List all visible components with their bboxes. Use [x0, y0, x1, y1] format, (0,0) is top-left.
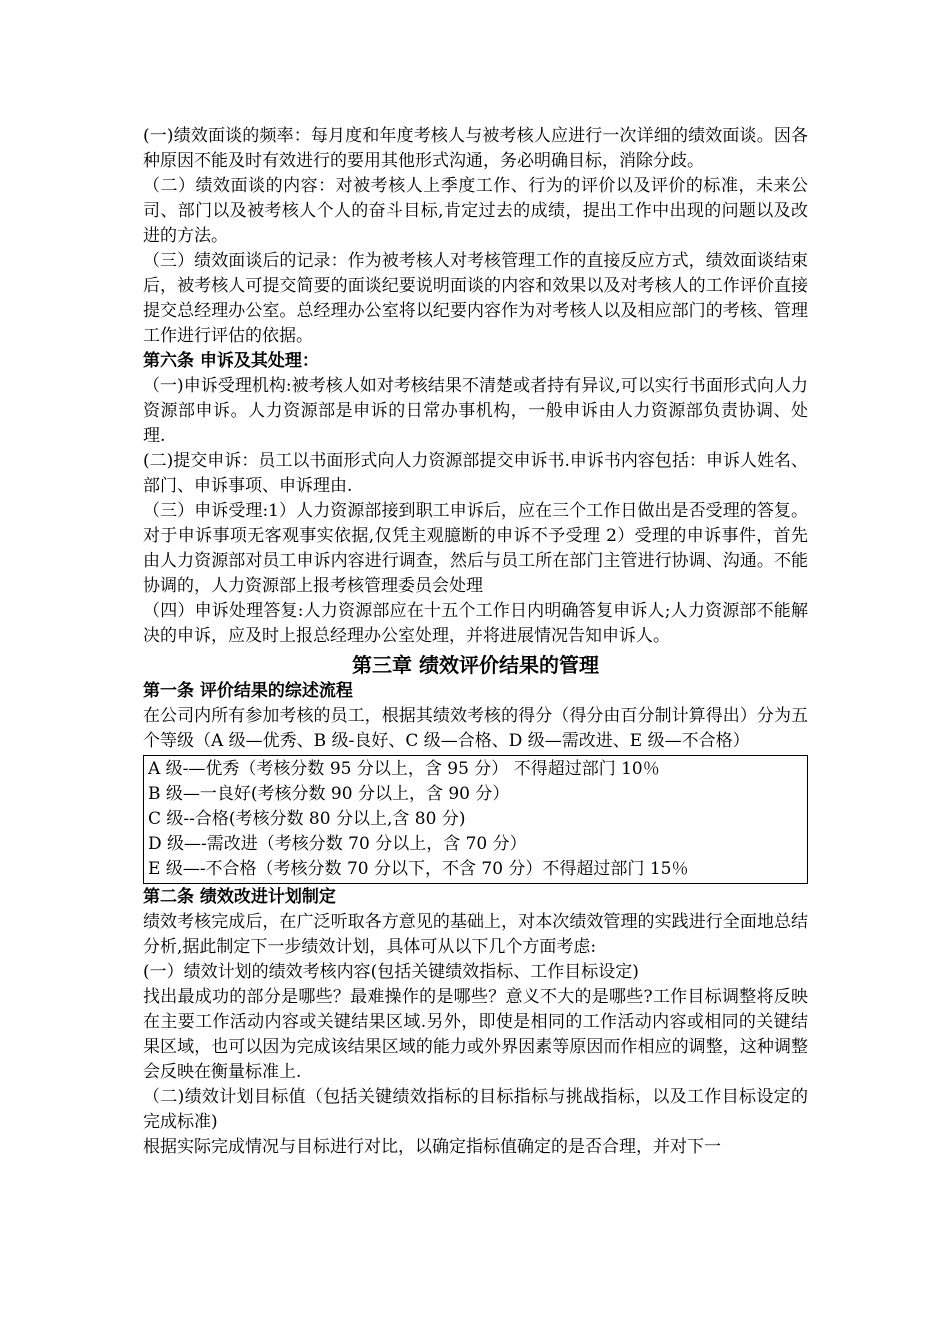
- chapter3-heading: 第三章 绩效评价结果的管理: [352, 653, 599, 677]
- paragraph-improvement-intro: 绩效考核完成后，在广泛听取各方意见的基础上，对本次绩效管理的实践进行全面地总结分析,据此制定下一步绩效计划，具体可从以下几个方面考虑:: [143, 912, 808, 957]
- grade-table-box: [143, 755, 808, 884]
- ch3-article1-heading: 第一条 评价结果的综述流程: [143, 681, 353, 701]
- grade-row-d: D 级—-需改进（考核分数 70 分以上，含 70 分）: [148, 834, 527, 854]
- grade-row-b: B 级—一良好(考核分数 90 分以上，含 90 分）: [148, 784, 510, 804]
- paragraph-appeal-agency: （一)申诉受理机构:被考核人如对考核结果不清楚或者持有异议,可以实行书面形式向人力资源部申诉。人力资源部是申诉的日常办事机构，一般申诉由人力资源部负责协调、处理.: [143, 376, 808, 446]
- paragraph-appeal-acceptance: （三）申诉受理:1）人力资源部接到职工申诉后，应在三个工作日做出是否受理的答复。对于申诉事项无客观事实依据,仅凭主观臆断的申诉不予受理 2）受理的申诉事件，首先由人力资源部对员工申诉内容进行调查，然后与员工所在部门主管进行协调、沟通。不能协调的，人力资源部上报考核管理委员会处理: [143, 501, 808, 596]
- document-body: [143, 124, 808, 1160]
- paragraph-appeal-submission: (二)提交申诉：员工以书面形式向人力资源部提交申诉书.申诉书内容包括：申诉人姓名、部门、申诉事项、申诉理由.: [143, 451, 808, 496]
- grade-row-a: A 级-—优秀（考核分数 95 分以上，含 95 分） 不得超过部门 10％: [148, 759, 660, 779]
- paragraph-plan-content-heading: (一）绩效计划的绩效考核内容(包括关键绩效指标、工作目标设定): [143, 962, 639, 982]
- grade-row-c: C 级--合格(考核分数 80 分以上,含 80 分): [148, 809, 466, 829]
- paragraph-grade-overview: 在公司内所有参加考核的员工，根据其绩效考核的得分（得分由百分制计算得出）分为五个等级（A 级—优秀、B 级-良好、C 级—合格、D 级—需改进、E 级—不合格）: [143, 706, 808, 751]
- ch3-article2-heading: 第二条 绩效改进计划制定: [143, 887, 336, 907]
- paragraph-interview-record: （三）绩效面谈后的记录：作为被考核人对考核管理工作的直接反应方式，绩效面谈结束后，被考核人可提交简要的面谈纪要说明面谈的内容和效果以及对考核人的工作评价直接提交总经理办公室。总经理办公室将以纪要内容作为对考核人以及相应部门的考核、管理工作进行评估的依据。: [143, 251, 808, 346]
- paragraph-plan-content-body: 找出最成功的部分是哪些？最难操作的是哪些？意义不大的是哪些?工作目标调整将反映在主要工作活动内容或关键结果区域.另外，即使是相同的工作活动内容或相同的关键结果区域，也可以因为完成该结果区域的能力或外界因素等原因而作相应的调整，这种调整会反映在衡量标准上.: [143, 987, 808, 1082]
- paragraph-plan-target-body: 根据实际完成情况与目标进行对比，以确定指标值确定的是否合理，并对下一: [143, 1137, 721, 1157]
- article6-heading: 第六条 申诉及其处理：: [143, 351, 319, 371]
- paragraph-interview-content: （二）绩效面谈的内容：对被考核人上季度工作、行为的评价以及评价的标准，未来公司、部门以及被考核人个人的奋斗目标,肯定过去的成绩，提出工作中出现的问题以及改进的方法。: [143, 176, 808, 246]
- paragraph-interview-frequency: (一)绩效面谈的频率：每月度和年度考核人与被考核人应进行一次详细的绩效面谈。因各种原因不能及时有效进行的要用其他形式沟通，务必明确目标，消除分歧。: [143, 126, 808, 171]
- paragraph-plan-target-heading: （二)绩效计划目标值（包括关键绩效指标的目标指标与挑战指标，以及工作目标设定的完成标准): [143, 1087, 808, 1132]
- paragraph-appeal-reply: （四）申诉处理答复:人力资源部应在十五个工作日内明确答复申诉人;人力资源部不能解决的申诉，应及时上报总经理办公室处理，并将进展情况告知申诉人。: [143, 601, 808, 646]
- grade-row-e: E 级—-不合格（考核分数 70 分以下，不含 70 分）不得超过部门 15％: [148, 859, 689, 879]
